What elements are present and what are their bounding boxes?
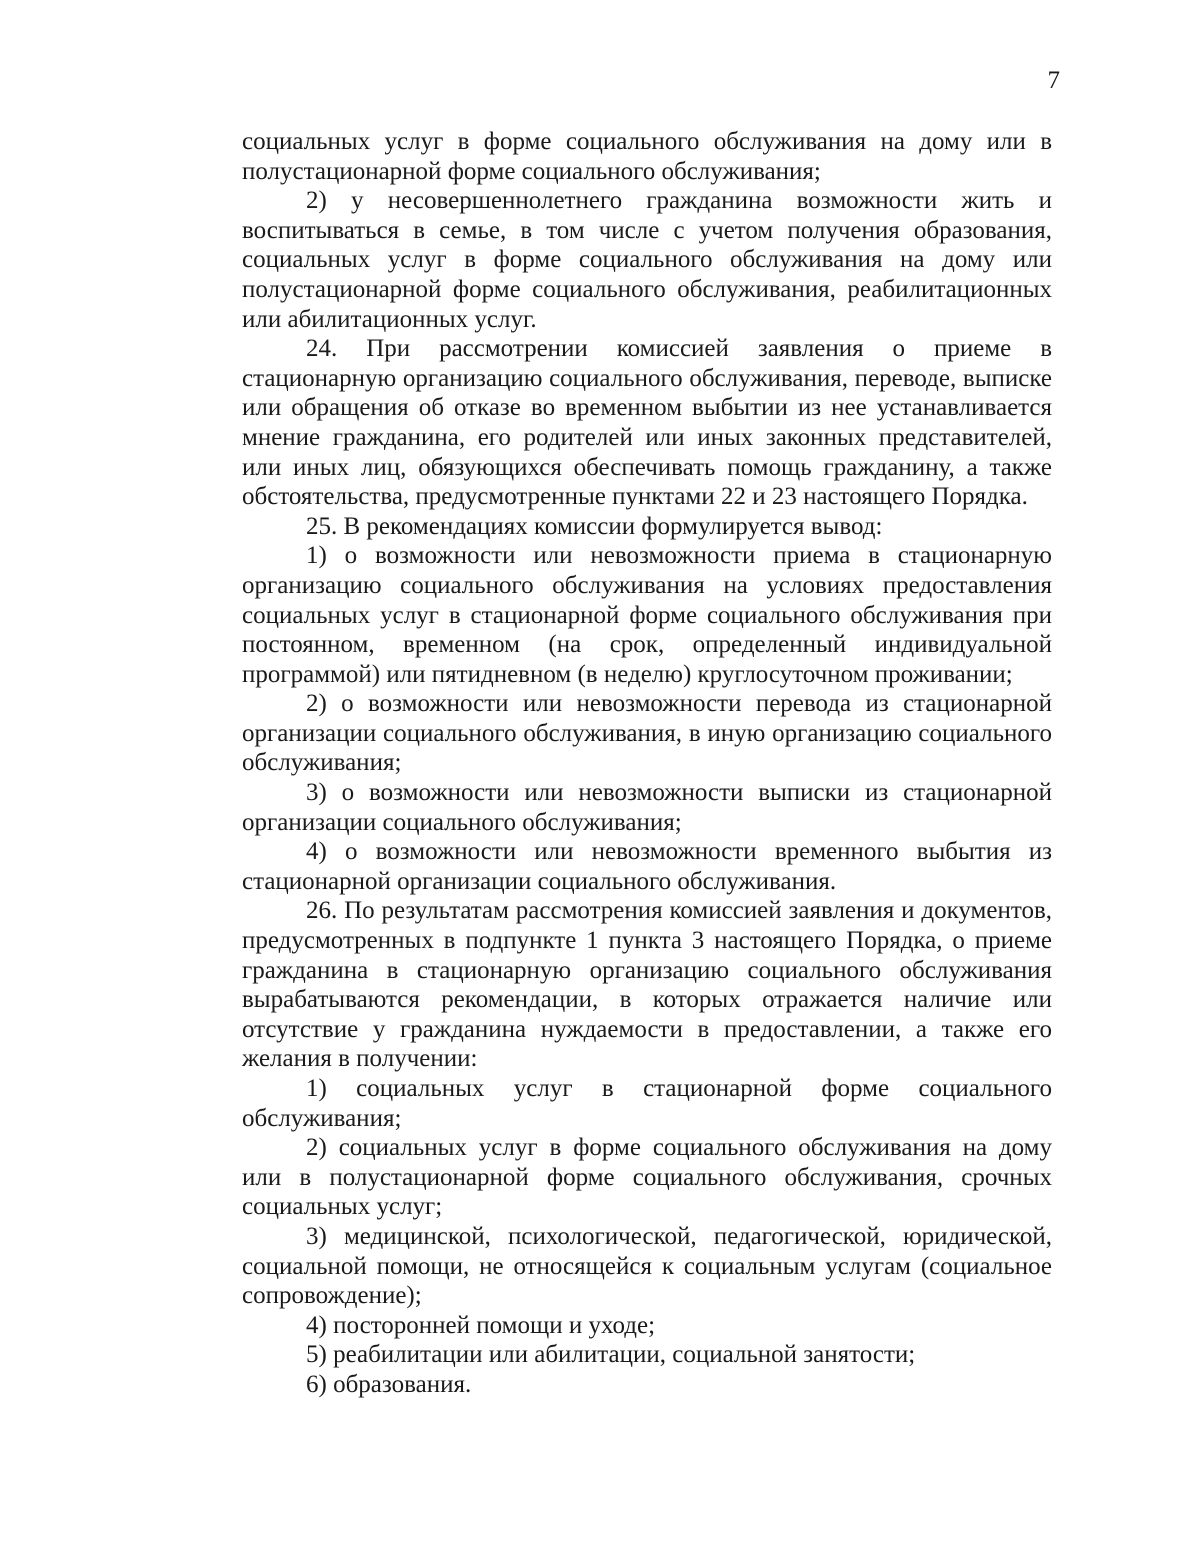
paragraph: 2) социальных услуг в форме социального обслуживания на дому или в полустационарной форме социального обслуживания, срочных социальных услуг; — [242, 1134, 1052, 1221]
paragraph: 1) социальных услуг в стационарной форме социального обслуживания; — [242, 1075, 1052, 1132]
paragraph: социальных услуг в форме социального обслуживания на дому или в полустационарной форме социального обслуживания; — [242, 128, 1052, 185]
paragraph: 26. По результатам рассмотрения комиссией заявления и документов, предусмотренных в подпункте 1 пункта 3 настоящего Порядка, о приеме гражданина в стационарную организацию социального обслуживания вырабатываются рекомендации, в которых отражается наличие или отсутствие у гражданина нуждаемости в предоставлении, а также его желания в получении: — [242, 897, 1052, 1073]
paragraph: 2) у несовершеннолетнего гражданина возможности жить и воспитываться в семье, в том числе с учетом получения образования, социальных услуг в форме социального обслуживания на дому или полустационарной форме социального обслуживания, реабилитационных или абилитационных услуг. — [242, 187, 1052, 333]
paragraph: 4) посторонней помощи и уходе; — [306, 1311, 656, 1339]
document-body — [242, 127, 1052, 1400]
paragraph: 1) о возможности или невозможности приема в стационарную организацию социального обслуживания на условиях предоставления социальных услуг в стационарной форме социального обслуживания при постоянном, временном (на срок, определенный индивидуальной программой) или пятидневном (в неделю) круглосуточном проживании; — [242, 542, 1052, 688]
paragraph: 25. В рекомендациях комиссии формулируется вывод: — [306, 512, 883, 540]
paragraph: 24. При рассмотрении комиссией заявления о приеме в стационарную организацию социального обслуживания, переводе, выписке или обращения об отказе во временном выбытии из нее устанавливается мнение гражданина, его родителей или иных законных представителей, или иных лиц, обязующихся обеспечивать помощь гражданину, а также обстоятельства, предусмотренные пунктами 22 и 23 настоящего Порядка. — [242, 335, 1052, 511]
paragraph: 4) о возможности или невозможности временного выбытия из стационарной организации социального обслуживания. — [242, 838, 1052, 895]
page-number: 7 — [1047, 67, 1060, 94]
paragraph: 3) о возможности или невозможности выписки из стационарной организации социального обслуживания; — [242, 779, 1052, 836]
paragraph: 2) о возможности или невозможности перевода из стационарной организации социального обслуживания, в иную организацию социального обслуживания; — [242, 690, 1052, 777]
paragraph: 3) медицинской, психологической, педагогической, юридической, социальной помощи, не относящейся к социальным услугам (социальное сопровождение); — [242, 1222, 1052, 1310]
paragraph: 6) образования. — [306, 1370, 472, 1398]
paragraph: 5) реабилитации или абилитации, социальной занятости; — [306, 1341, 916, 1369]
